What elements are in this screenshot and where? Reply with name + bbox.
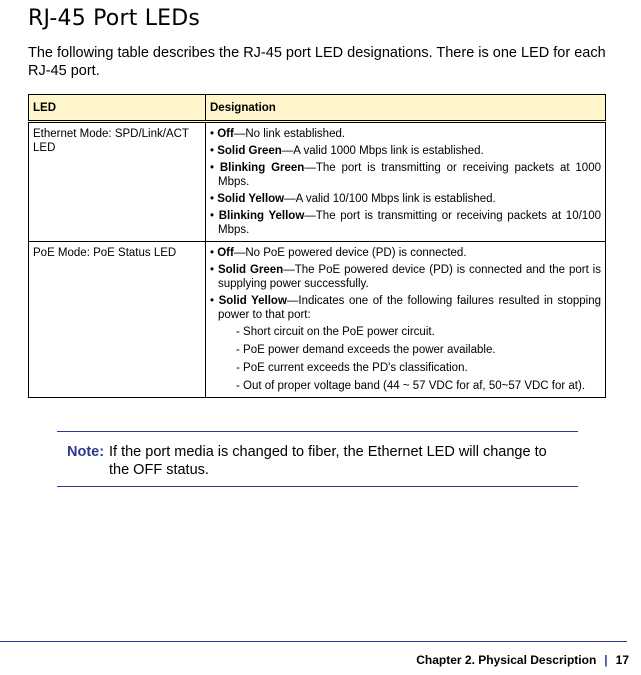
intro-paragraph: The following table describes the RJ-45 port LED designations. There is one LED for each RJ-45 port. (28, 45, 606, 79)
list-item: • Off—No PoE powered device (PD) is connected. (210, 247, 467, 259)
sub-item: - Short circuit on the PoE power circuit. (236, 326, 435, 338)
designation-cell (206, 242, 606, 398)
table-row (29, 122, 606, 242)
footer-divider (0, 641, 627, 642)
led-table (28, 94, 606, 398)
led-cell: PoE Mode: PoE Status LED (29, 242, 206, 398)
note-text: If the port media is changed to fiber, the Ethernet LED will change to the OFF status. (109, 444, 547, 478)
page-footer (416, 653, 629, 667)
page-number: 17 (615, 653, 629, 667)
list-item: • Solid Yellow—A valid 10/100 Mbps link is established. (210, 193, 496, 205)
table-header-row (29, 95, 606, 122)
header-led: LED (29, 95, 206, 122)
footer-chapter: Chapter 2. Physical Description (416, 653, 597, 667)
footer-separator: | (604, 653, 608, 667)
table-row (29, 242, 606, 398)
list-item: • Solid Green—The PoE powered device (PD) is connected and the port is supplying power successfully. (210, 264, 601, 290)
list-item: • Blinking Yellow—The port is transmitting or receiving packets at 10/100 Mbps. (210, 210, 601, 236)
led-cell: Ethernet Mode: SPD/Link/ACT LED (29, 122, 206, 242)
designation-cell (206, 122, 606, 242)
sub-item: - PoE current exceeds the PD's classification. (236, 362, 468, 374)
note (67, 443, 557, 479)
page-title: RJ-45 Port LEDs (28, 6, 201, 31)
sub-item: - Out of proper voltage band (44 ~ 57 VDC for af, 50~57 VDC for at). (236, 380, 586, 392)
list-item: • Blinking Green—The port is transmitting or receiving packets at 1000 Mbps. (210, 162, 601, 188)
note-box (57, 431, 578, 487)
header-designation: Designation (206, 95, 606, 122)
list-item: • Solid Yellow—Indicates one of the following failures resulted in stopping power to that port: (210, 295, 601, 321)
list-item: • Solid Green—A valid 1000 Mbps link is established. (210, 145, 484, 157)
sub-item: - PoE power demand exceeds the power available. (236, 344, 496, 356)
list-item: • Off—No link established. (210, 128, 346, 140)
note-label: Note: (67, 444, 105, 460)
